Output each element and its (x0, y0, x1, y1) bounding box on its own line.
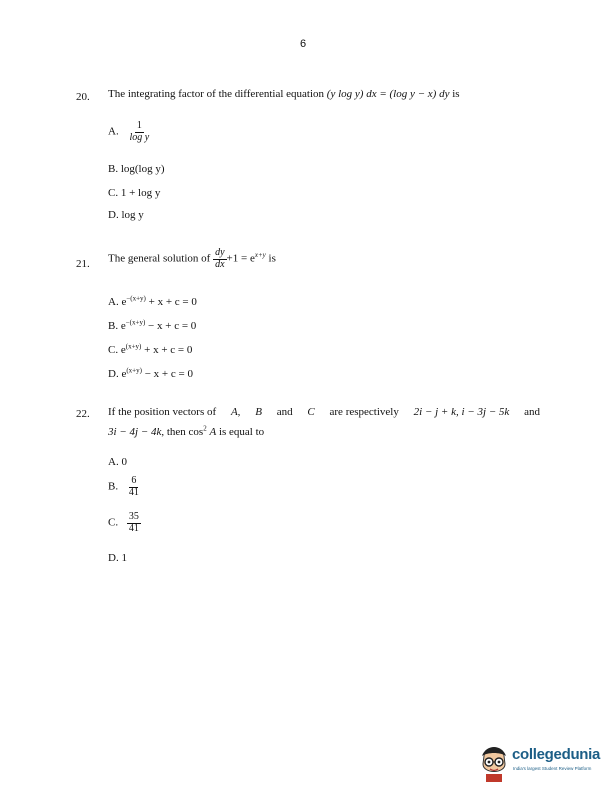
q21-stem-rhs: +1 = e (226, 252, 255, 265)
q22-option-b-fraction (127, 476, 141, 498)
q20-option-a-label: A. (108, 125, 119, 138)
question-20-stem (108, 88, 460, 100)
q22-line1-mid: are respectively (329, 406, 399, 418)
q20-option-c: C. 1 + log y (108, 187, 161, 199)
q22-option-b-label: B. (108, 480, 119, 493)
q21-option-b-pre: B. e (108, 320, 126, 332)
page-number: 6 (300, 38, 307, 50)
q20-stem-tail: is (452, 88, 460, 100)
q21-option-b-post: − x + c = 0 (145, 320, 197, 332)
q22-line1-and: and (524, 406, 540, 418)
q22-v-a: A, (230, 406, 241, 418)
q21-stem-tail: is (268, 252, 276, 265)
q20-option-a-fraction (127, 121, 151, 143)
q22-line2-text: , then cos (161, 426, 204, 438)
question-22-line-1 (108, 406, 540, 418)
q21-frac-den: dx (215, 258, 225, 270)
q20-option-a (108, 121, 151, 143)
q21-option-a-post: + x + c = 0 (145, 296, 197, 308)
q22-line2-tail: is equal to (218, 426, 265, 438)
logo-name: collegedunia (512, 746, 601, 763)
q21-option-c-post: + x + c = 0 (141, 344, 193, 356)
q22-line1-lead: If the position vectors of (108, 406, 217, 418)
q20-option-a-den: log y (129, 131, 150, 143)
q22-option-c-den: 41 (128, 522, 139, 534)
q22-option-c-num: 35 (128, 511, 139, 522)
q22-line1-vectors: 2i − j + k, i − 3j − 5k (413, 406, 510, 418)
collegedunia-logo[interactable] (478, 744, 608, 784)
q22-option-a: A. 0 (108, 456, 127, 468)
question-20-number: 20. (76, 91, 90, 103)
q21-stem-rhs-sup: x+y (254, 250, 266, 259)
q22-option-b (108, 476, 141, 498)
q20-option-a-num: 1 (136, 120, 142, 131)
q22-option-c (108, 512, 141, 534)
q22-option-b-den: 41 (128, 486, 139, 498)
q20-stem-eq-left: (y log y) dx (326, 88, 377, 100)
q20-stem-lead: The integrating factor of the differential equation (108, 88, 325, 100)
q21-option-d-sup: (x+y) (126, 366, 142, 375)
q21-option-c (108, 344, 192, 356)
q22-and-1: and (276, 406, 293, 418)
question-22-number: 22. (76, 408, 90, 420)
q22-v-c: C (307, 406, 315, 418)
q22-option-c-label: C. (108, 516, 119, 529)
q22-line2-a: A (209, 426, 217, 438)
q21-stem-fraction (213, 248, 226, 270)
q22-option-c-fraction (127, 512, 141, 534)
question-21-number: 21. (76, 258, 90, 270)
q21-option-a-sup: −(x+y) (126, 294, 146, 303)
question-21-stem (108, 248, 276, 270)
q20-option-d: D. log y (108, 209, 144, 221)
q22-line2-sup: 2 (203, 424, 207, 433)
q21-option-a (108, 296, 197, 308)
q20-option-b: B. log(log y) (108, 163, 165, 175)
q21-option-c-sup: (x+y) (125, 342, 142, 351)
q21-option-a-pre: A. e (108, 296, 127, 308)
q22-line2-vec: 3i − 4j − 4k (108, 426, 162, 438)
q21-option-b (108, 320, 196, 332)
question-22-line-2 (108, 426, 264, 438)
q21-option-d-post: − x + c = 0 (141, 368, 193, 380)
mascot-icon (478, 744, 510, 782)
q21-frac-num: dy (215, 247, 225, 258)
q22-v-b: B (255, 406, 262, 418)
q21-option-d-pre: D. e (108, 368, 127, 380)
q21-option-b-sup: −(x+y) (125, 318, 146, 327)
q22-option-d: D. 1 (108, 552, 127, 564)
q20-stem-eq-right: = (log y − x) dy (379, 88, 450, 100)
q22-option-b-num: 6 (131, 475, 137, 486)
q21-stem-lead: The general solution of (108, 252, 211, 265)
q21-option-c-pre: C. e (108, 344, 126, 356)
q21-option-d (108, 368, 193, 380)
logo-tagline: India's largest Student Review Platform (513, 766, 592, 771)
